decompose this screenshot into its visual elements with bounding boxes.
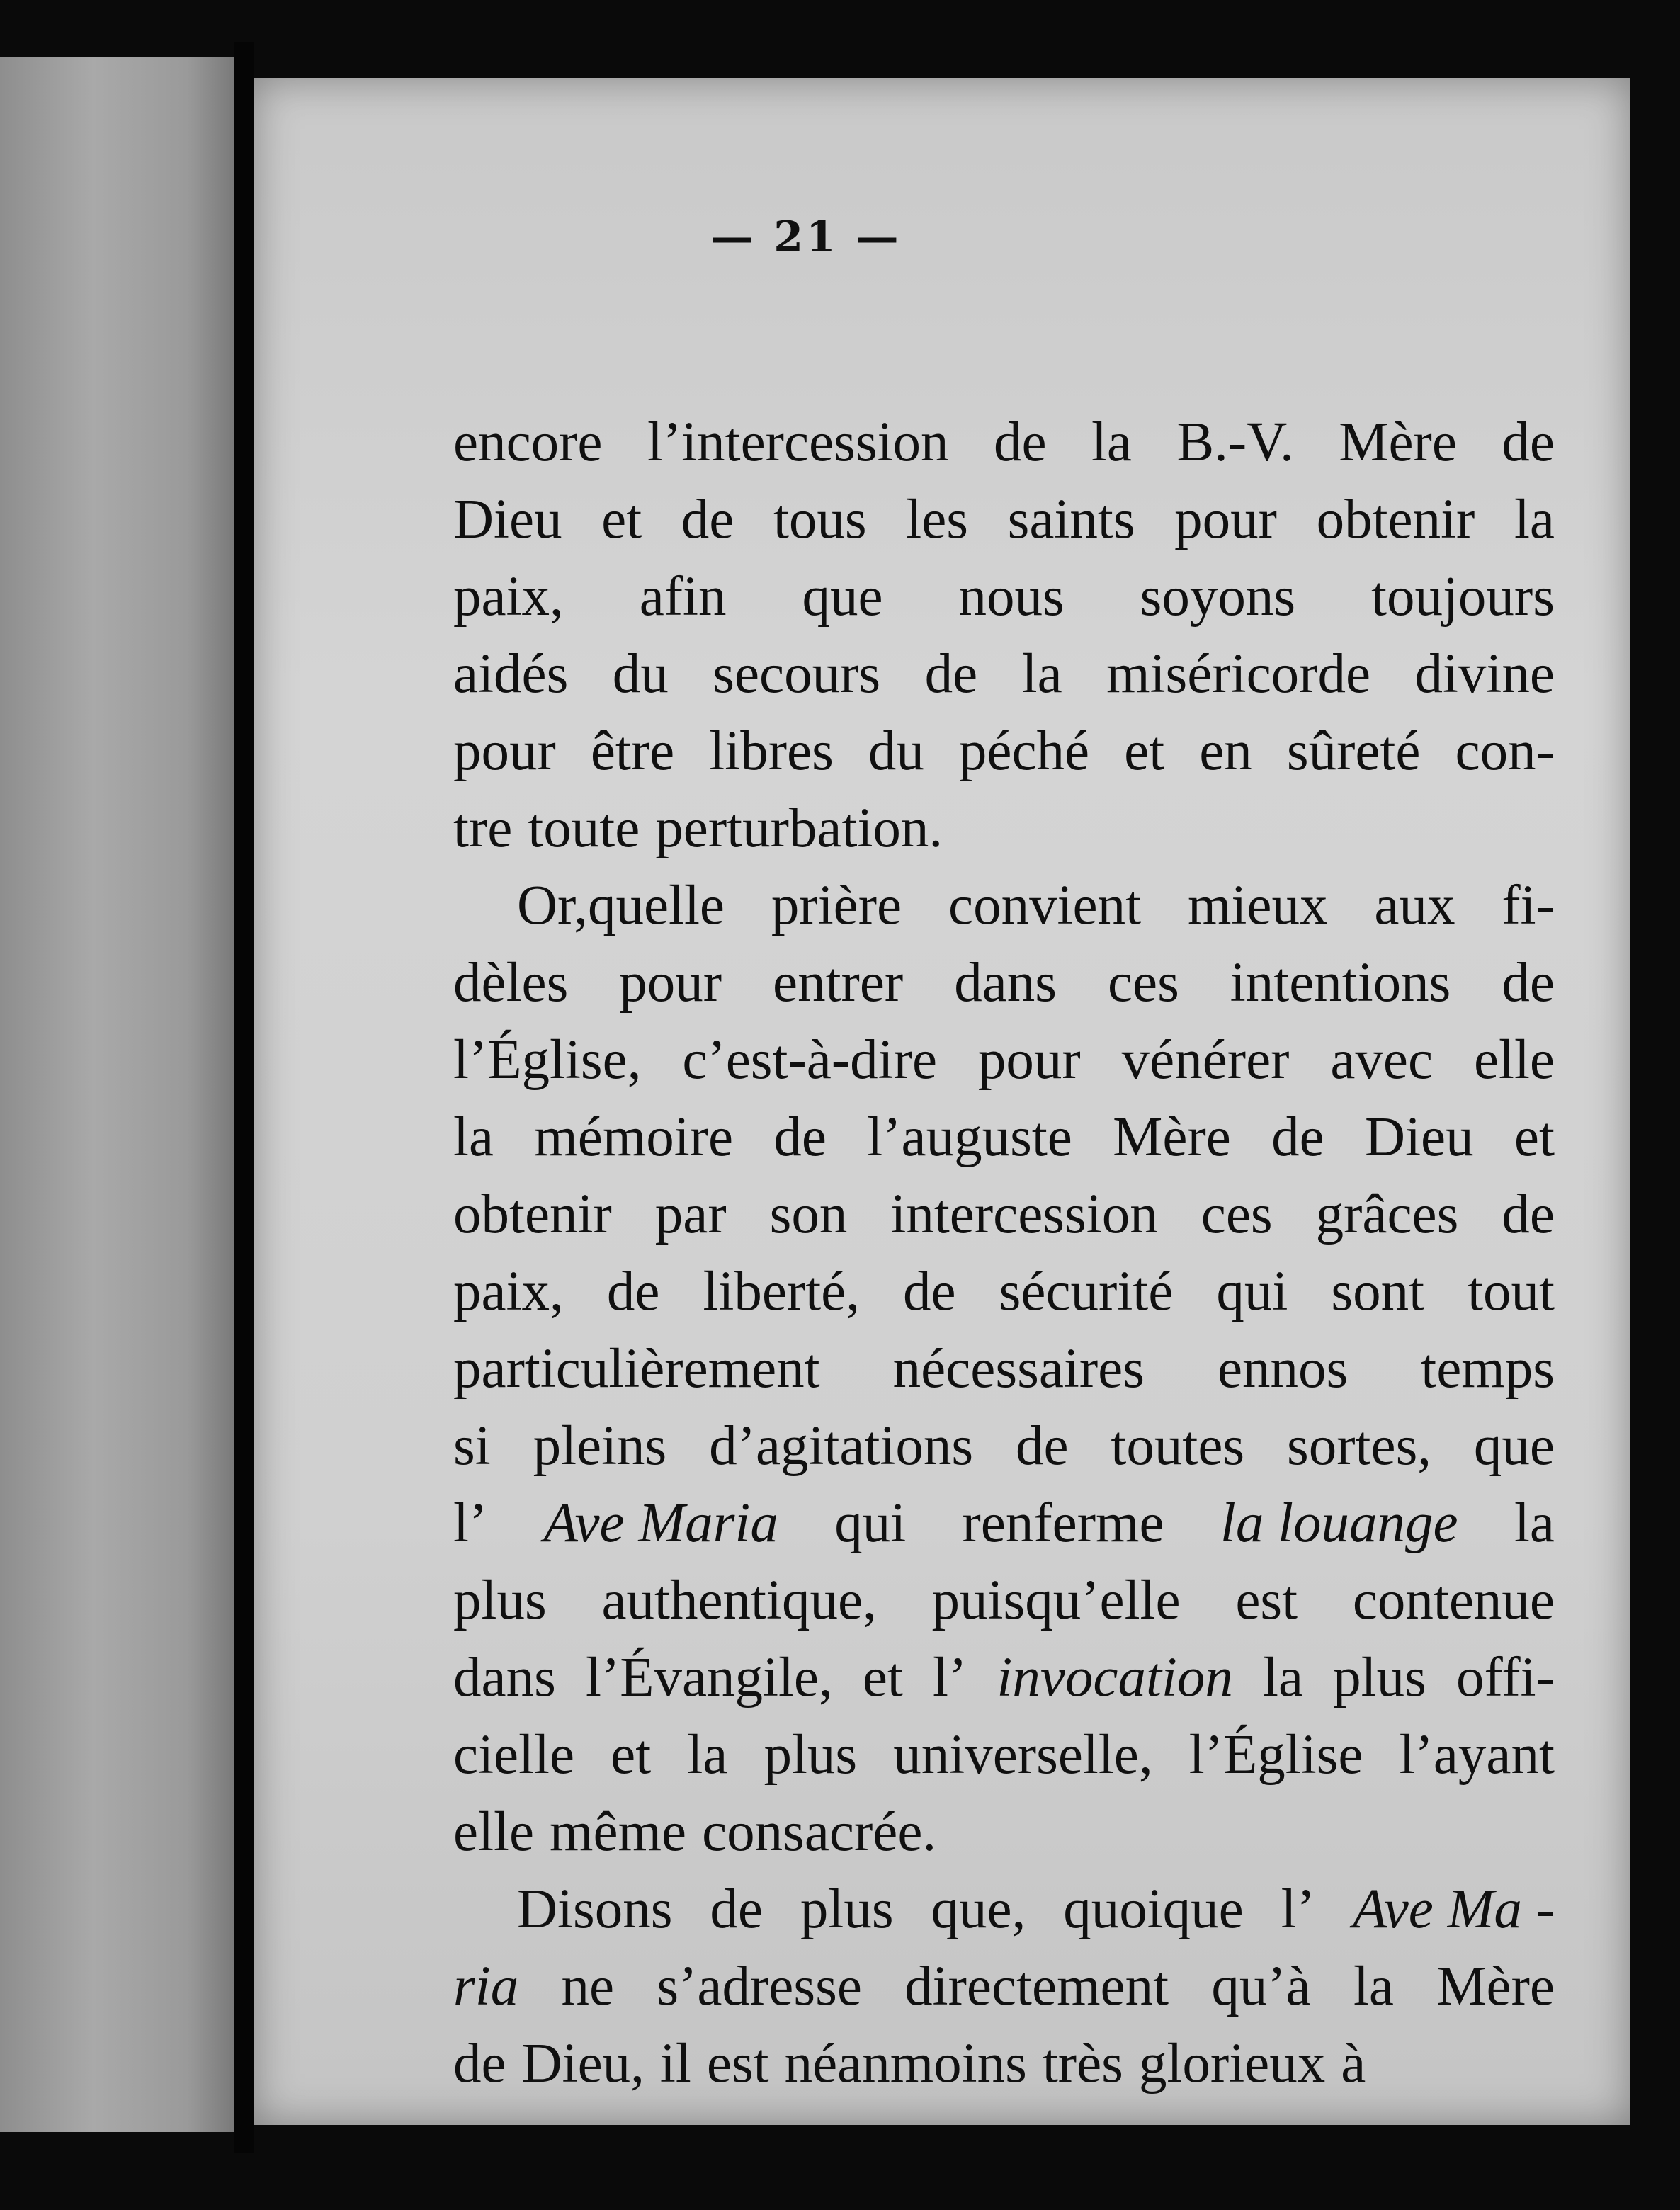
- word: la: [1353, 1956, 1394, 2017]
- book-page: [254, 78, 1630, 2125]
- word: Dieu,: [521, 2033, 645, 2095]
- word: libres: [709, 720, 834, 782]
- word: de: [710, 1878, 763, 1940]
- word: et: [611, 1724, 652, 1786]
- word: de: [924, 643, 978, 705]
- word: est: [1235, 1570, 1298, 1631]
- word: pleins: [533, 1415, 667, 1477]
- text-line: [453, 944, 1555, 1021]
- word: tout: [1468, 1261, 1555, 1322]
- word: du: [612, 643, 669, 705]
- text-line: [453, 2025, 1555, 2102]
- word: c’est-à-dire: [682, 1029, 938, 1091]
- word: elle: [1473, 1029, 1555, 1091]
- italic-word: ria: [453, 1956, 519, 2017]
- word: liberté,: [703, 1261, 860, 1322]
- word: divine: [1414, 643, 1555, 705]
- word: ne: [561, 1956, 615, 2017]
- word: nous: [958, 566, 1065, 628]
- word: très: [1042, 2033, 1123, 2095]
- word: en: [1199, 720, 1252, 782]
- word: contenue: [1352, 1570, 1555, 1631]
- word: et: [601, 489, 642, 550]
- word: avec: [1330, 1029, 1434, 1091]
- word: de: [1502, 1184, 1555, 1245]
- word: même: [550, 1801, 687, 1863]
- paragraph: [453, 867, 1555, 1871]
- word: néanmoins: [784, 2033, 1027, 2095]
- word: intentions: [1230, 952, 1451, 1014]
- word: Mère: [1436, 1956, 1555, 2017]
- word: temps: [1421, 1338, 1555, 1400]
- word: plus: [764, 1724, 858, 1786]
- word: péché: [958, 720, 1090, 782]
- word: consacrée.: [702, 1801, 937, 1863]
- word: son: [769, 1184, 848, 1245]
- word: la: [687, 1724, 728, 1786]
- word: que,: [931, 1878, 1026, 1940]
- text-line: [453, 1407, 1555, 1485]
- page-body-text: [453, 404, 1555, 2102]
- word: universelle,: [893, 1724, 1153, 1786]
- word: l’: [1281, 1878, 1315, 1940]
- word: dèles: [453, 952, 569, 1014]
- word: l’ayant: [1399, 1724, 1555, 1786]
- word: vénérer: [1121, 1029, 1290, 1091]
- paragraph: [453, 1871, 1555, 2102]
- word: Or,quelle: [517, 875, 725, 936]
- word: de: [681, 489, 734, 550]
- word: offi-: [1455, 1647, 1555, 1708]
- word: entrer: [773, 952, 904, 1014]
- text-line: [453, 1253, 1555, 1330]
- italic-word: Ave Ma -: [1352, 1878, 1555, 1940]
- text-line: [453, 404, 1555, 481]
- word: dans: [453, 1647, 556, 1708]
- word: de: [1502, 952, 1555, 1014]
- word: particulièrement: [453, 1338, 820, 1400]
- paragraph: [453, 404, 1555, 867]
- word: directement: [904, 1956, 1169, 2017]
- word: l’Église,: [453, 1029, 642, 1091]
- word: de: [993, 412, 1047, 473]
- word: plus: [453, 1570, 547, 1631]
- word: quoique: [1063, 1878, 1244, 1940]
- word: paix,: [453, 566, 564, 628]
- word: à: [1341, 2033, 1366, 2095]
- word: pour: [977, 1029, 1081, 1091]
- word: paix,: [453, 1261, 564, 1322]
- word: mémoire: [534, 1106, 734, 1168]
- word: plus: [1333, 1647, 1426, 1708]
- text-line: [453, 1794, 1555, 1871]
- word: toute: [528, 798, 640, 859]
- word: toujours: [1371, 566, 1555, 628]
- text-line: [453, 1871, 1555, 1948]
- word: Dieu: [1365, 1106, 1474, 1168]
- word: d’agitations: [709, 1415, 974, 1477]
- italic-word: Ave Maria: [543, 1492, 778, 1554]
- word: obtenir: [1316, 489, 1475, 550]
- word: grâces: [1315, 1184, 1459, 1245]
- text-line: [453, 1485, 1555, 1562]
- word: pour: [1174, 489, 1277, 550]
- italic-word: la louange: [1220, 1492, 1458, 1554]
- word: de: [1502, 412, 1555, 473]
- text-line: [453, 713, 1555, 790]
- word: la: [1514, 1492, 1555, 1554]
- word: afin: [639, 566, 727, 628]
- word: de: [903, 1261, 956, 1322]
- word: que: [1473, 1415, 1555, 1477]
- word: intercession: [890, 1184, 1158, 1245]
- text-line: [453, 1948, 1555, 2025]
- word: l’Évangile,: [585, 1647, 833, 1708]
- word: renferme: [962, 1492, 1164, 1554]
- word: prière: [771, 875, 902, 936]
- word: être: [590, 720, 675, 782]
- word: il: [659, 2033, 691, 2095]
- word: sortes,: [1287, 1415, 1432, 1477]
- word: authentique,: [601, 1570, 877, 1631]
- word: aux: [1374, 875, 1455, 936]
- text-line: [453, 1562, 1555, 1639]
- word: la: [1021, 643, 1062, 705]
- word: de: [1015, 1415, 1069, 1477]
- word: et: [862, 1647, 903, 1708]
- text-line: [453, 1099, 1555, 1176]
- word: sont: [1331, 1261, 1425, 1322]
- text-line: [453, 635, 1555, 713]
- word: si: [453, 1415, 491, 1477]
- text-line: [453, 867, 1555, 944]
- word: de: [1271, 1106, 1324, 1168]
- word: de: [606, 1261, 660, 1322]
- word: qui: [834, 1492, 907, 1554]
- word: glorieux: [1138, 2033, 1326, 2095]
- word: convient: [948, 875, 1142, 936]
- word: fi-: [1502, 875, 1555, 936]
- word: la: [1091, 412, 1132, 473]
- previous-page-edge: [0, 57, 234, 2132]
- word: plus: [800, 1878, 894, 1940]
- word: obtenir: [453, 1184, 612, 1245]
- word: l’: [453, 1492, 488, 1554]
- word: soyons: [1140, 566, 1296, 628]
- word: elle: [453, 1801, 535, 1863]
- word: Mère: [1113, 1106, 1231, 1168]
- text-line: [453, 1639, 1555, 1716]
- word: s’adresse: [657, 1956, 862, 2017]
- word: sûreté: [1286, 720, 1421, 782]
- word: puisqu’elle: [931, 1570, 1181, 1631]
- text-line: [453, 1021, 1555, 1099]
- text-line: [453, 1716, 1555, 1794]
- word: tre: [453, 798, 513, 859]
- book-gutter: [234, 42, 254, 2153]
- word: aidés: [453, 643, 569, 705]
- word: ces: [1107, 952, 1179, 1014]
- word: la: [453, 1106, 494, 1168]
- word: B.-V.: [1176, 412, 1294, 473]
- word: est: [706, 2033, 769, 2095]
- word: saints: [1007, 489, 1135, 550]
- italic-word: invocation: [997, 1647, 1233, 1708]
- word: la: [1263, 1647, 1304, 1708]
- word: con-: [1455, 720, 1555, 782]
- page-number: — 21 —: [710, 212, 902, 262]
- word: Mère: [1339, 412, 1457, 473]
- word: pour: [453, 720, 556, 782]
- text-line: [453, 558, 1555, 635]
- word: encore: [453, 412, 603, 473]
- text-line: [453, 1176, 1555, 1253]
- word: l’auguste: [867, 1106, 1072, 1168]
- word: dans: [954, 952, 1057, 1014]
- word: l’intercession: [647, 412, 949, 473]
- word: nécessaires: [892, 1338, 1145, 1400]
- word: qui: [1216, 1261, 1288, 1322]
- word: qu’à: [1211, 1956, 1311, 2017]
- word: perturbation.: [655, 798, 943, 859]
- word: l’Église: [1188, 1724, 1363, 1786]
- word: ces: [1201, 1184, 1273, 1245]
- word: du: [868, 720, 924, 782]
- word: les: [906, 489, 969, 550]
- word: toutes: [1111, 1415, 1245, 1477]
- word: de: [453, 2033, 506, 2095]
- word: miséricorde: [1106, 643, 1371, 705]
- word: et: [1514, 1106, 1555, 1168]
- word: cielle: [453, 1724, 575, 1786]
- text-line: [453, 1330, 1555, 1407]
- text-line: [453, 790, 1555, 867]
- word: que: [802, 566, 883, 628]
- word: l’: [933, 1647, 967, 1708]
- word: sécurité: [999, 1261, 1174, 1322]
- word: secours: [713, 643, 881, 705]
- text-line: [453, 481, 1555, 558]
- word: tous: [773, 489, 867, 550]
- word: la: [1514, 489, 1555, 550]
- word: par: [654, 1184, 727, 1245]
- word: pour: [619, 952, 722, 1014]
- word: Dieu: [453, 489, 562, 550]
- word: Disons: [517, 1878, 673, 1940]
- word: de: [773, 1106, 827, 1168]
- word: ennos: [1217, 1338, 1349, 1400]
- word: mieux: [1187, 875, 1328, 936]
- word: et: [1124, 720, 1165, 782]
